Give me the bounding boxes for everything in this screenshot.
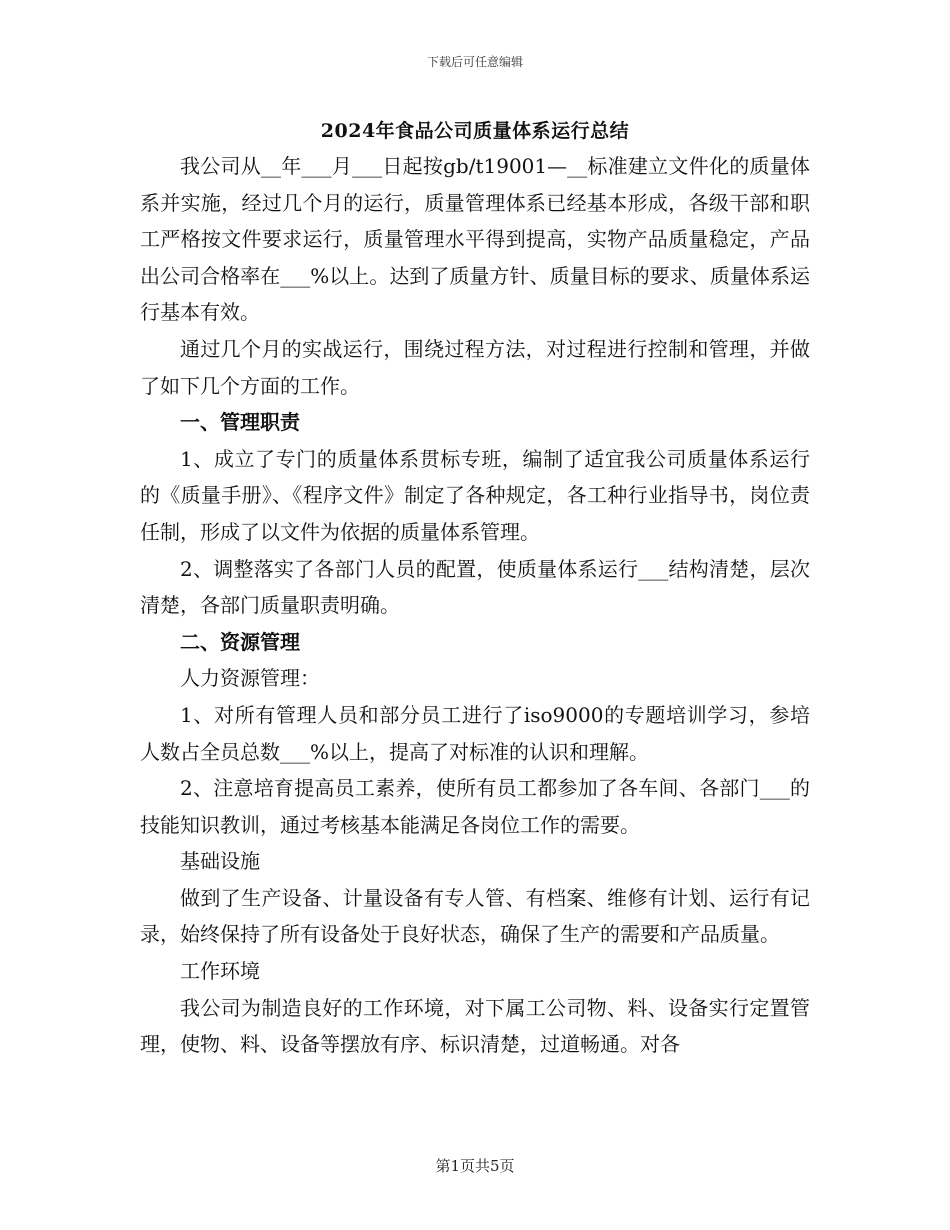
subheading-human-resources: 人力资源管理： [180, 666, 320, 691]
header-note: 下载后可任意编辑 [426, 55, 523, 69]
paragraph-infrastructure: 做到了生产设备、计量设备有专人管、有档案、维修有计划、运行有记录，始终保持了所有设备处于良好状态，确保了生产的需要和产品质量。 [140, 885, 810, 947]
paragraph-work-environment: 我公司为制造良好的工作环境，对下属工公司物、料、设备实行定置管理，使物、料、设备等摆放有序、标识清楚，过道畅通。对各 [140, 995, 810, 1057]
paragraph-management-2: 2、调整落实了各部门人员的配置，使质量体系运行___结构清楚，层次清楚，各部门质量职责明确。 [140, 556, 810, 618]
paragraph-intro: 我公司从__年___月___日起按gb/t19001—__标准建立文件化的质量体系并实施，经过几个月的运行，质量管理体系已经基本形成，各级干部和职工严格按文件要求运行，质量管理水平得到提高，实物产品质量稳定，产品出公司合格率在___%以上。达到了质量方针、质量目标的要求、质量体系运行基本有效。 [140, 154, 810, 325]
document-body [140, 148, 810, 1063]
subheading-infrastructure: 基础设施 [180, 849, 260, 874]
section-heading-resources: 二、资源管理 [180, 629, 300, 654]
subheading-work-environment: 工作环境 [180, 959, 260, 984]
section-heading-management: 一、管理职责 [180, 410, 300, 435]
paragraph-hr-1: 1、对所有管理人员和部分员工进行了iso9000的专题培训学习，参培人数占全员总数___%以上，提高了对标准的认识和理解。 [140, 702, 810, 764]
page-footer: 第1页共5页 [435, 1157, 515, 1175]
paragraph-hr-2: 2、注意培育提高员工素养，使所有员工都参加了各车间、各部门___的技能知识教训，通过考核基本能满足各岗位工作的需要。 [140, 776, 810, 837]
document-title: 2024年食品公司质量体系运行总结 [320, 120, 630, 142]
paragraph-management-1: 1、成立了专门的质量体系贯标专班，编制了适宜我公司质量体系运行的《质量手册》、《程序文件》制定了各种规定，各工种行业指导书，岗位责任制，形成了以文件为依据的质量体系管理。 [140, 446, 810, 544]
paragraph-overview: 通过几个月的实战运行，围绕过程方法，对过程进行控制和管理，并做了如下几个方面的工作。 [140, 336, 810, 398]
